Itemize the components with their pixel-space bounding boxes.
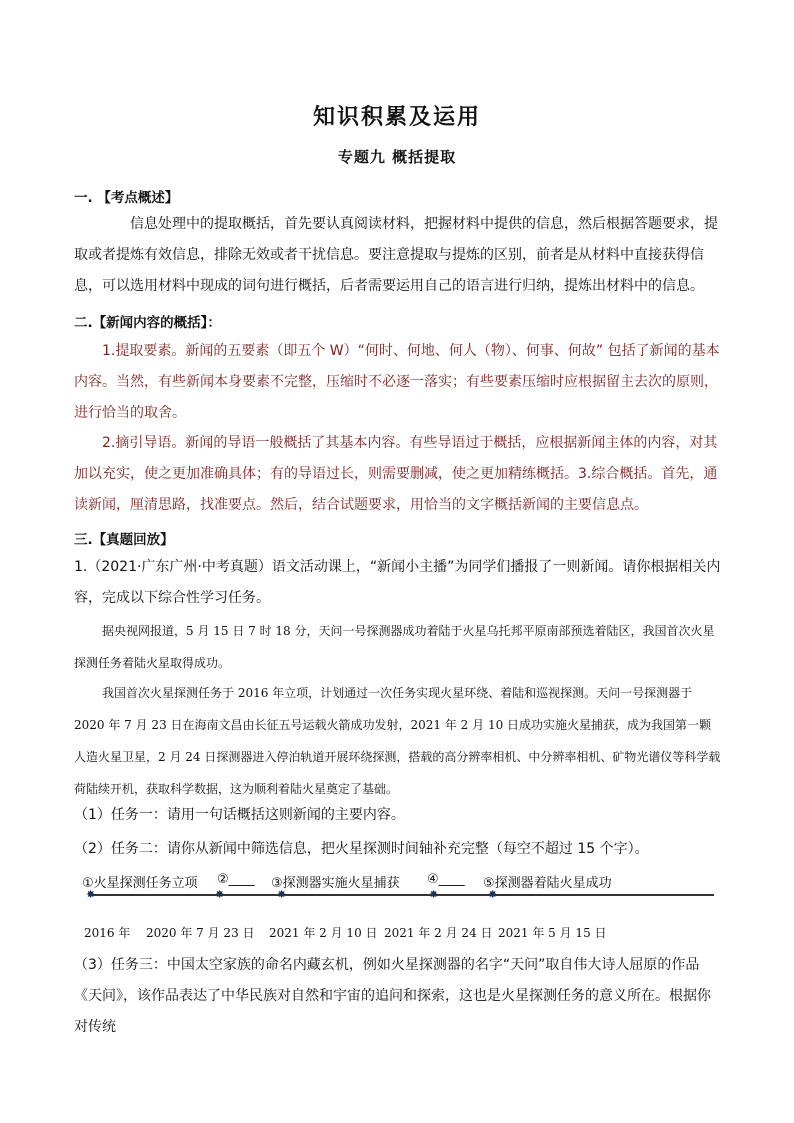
timeline-event-4: ④____ xyxy=(427,872,465,887)
page-subtitle: 专题九 概括提取 xyxy=(337,148,457,166)
news-paragraph-1: 据央视网报道，5 月 15 日 7 时 18 分，天问一号探测器成功着陆于火星乌托邦平原南部预选着陆区，我国首次火星探测任务着陆火星取得成功。 xyxy=(74,624,715,670)
timeline-marker-icon: ✸ xyxy=(215,888,225,901)
section2-heading: 二.【新闻内容的概括】： xyxy=(74,315,221,331)
timeline-marker-icon: ✸ xyxy=(429,888,439,901)
section3-heading: 三.【真题回放】 xyxy=(74,532,174,548)
timeline-date-3: 2021 年 2 月 10 日 xyxy=(269,926,378,940)
question-1-intro: 1.（2021·广东广州·中考真题）语文活动课上，“新闻小主播”为同学们播报了一则新闻。请你根据相关内容，完成以下综合性学习任务。 xyxy=(74,559,721,606)
section2-paragraph-2: 2.摘引导语。新闻的导语一般概括了其基本内容。有些导语过于概括，应根据新闻主体的内容，对其加以充实，使之更加准确具体；有的导语过长，则需要删减，使之更加精练概括。3.综合概括。首先，通读新闻，厘清思路，找准要点。然后，结合试题要求，用恰当的文字概括新闻的主要信息点。 xyxy=(74,435,718,513)
section1-paragraph: 信息处理中的提取概括，首先要认真阅读材料，把握材料中提供的信息，然后根据答题要求，提取或者提炼有效信息，排除无效或者干扰信息。要注意提取与提炼的区别，前者是从材料中直接获得信息，可以选用材料中现成的词句进行概括，后者需要运用自己的语言进行归纳，提炼出材料中的信息。 xyxy=(74,216,718,294)
timeline-dates xyxy=(0,924,794,944)
task-2: （2）任务二：请你从新闻中筛选信息，把火星探测时间轴补充完整（每空不超过 15 个字）。 xyxy=(74,841,649,857)
timeline-date-5: 2021 年 5 月 15 日 xyxy=(498,926,607,940)
timeline-marker-icon: ✸ xyxy=(488,888,498,901)
timeline-axis xyxy=(89,894,714,896)
news-paragraph-2: 我国首次火星探测任务于 2016 年立项，计划通过一次任务实现火星环绕、着陆和巡视探测。天问一号探测器于 2020 年 7 月 23 日在海南文昌由长征五号运载火箭成功发射，2021 年 2 月 10 日成功实施火星捕获，成为我国第一颗人造火星卫星，2 月 24 日探测器进入停泊轨道开展环绕探测，搭载的高分辨率相机、中分辨率相机、矿物光谱仪等科学载荷陆续开机，获取科学数据，这为顺利着陆火星奠定了基础。 xyxy=(74,686,721,796)
timeline-date-2: 2020 年 7 月 23 日 xyxy=(146,926,255,940)
task-3: （3）任务三：中国太空家族的命名内藏玄机，例如火星探测器的名字“天问”取自伟大诗人屈原的作品《天问》，该作品表达了中华民族对自然和宇宙的追问和探索，这也是火星探测任务的意义所在。根据你对传统 xyxy=(74,957,711,1035)
timeline-date-1: 2016 年 xyxy=(84,926,131,940)
timeline-marker-icon: ✸ xyxy=(86,888,96,901)
section1-heading: 一. 【考点概述】 xyxy=(74,190,179,206)
timeline-event-1: ①火星探测任务立项 xyxy=(82,876,198,891)
timeline-event-2: ②____ xyxy=(217,872,255,887)
timeline-date-4: 2021 年 2 月 24 日 xyxy=(384,926,493,940)
timeline-marker-icon: ✸ xyxy=(277,888,287,901)
timeline-event-3: ③探测器实施火星捕获 xyxy=(271,876,400,891)
page-title: 知识积累及运用 xyxy=(312,104,481,130)
timeline xyxy=(74,868,724,901)
timeline-event-5: ⑤探测器着陆火星成功 xyxy=(483,876,612,891)
section2-paragraph-1: 1.提取要素。新闻的五要素（即五个 W）“何时、何地、何人（物）、何事、何故” 包括了新闻的基本内容。当然，有些新闻本身要素不完整，压缩时不必逐一落实；有些要素压缩时应根据留主去次的原则，进行恰当的取舍。 xyxy=(74,343,720,421)
task-1: （1）任务一：请用一句话概括这则新闻的主要内容。 xyxy=(74,807,405,823)
